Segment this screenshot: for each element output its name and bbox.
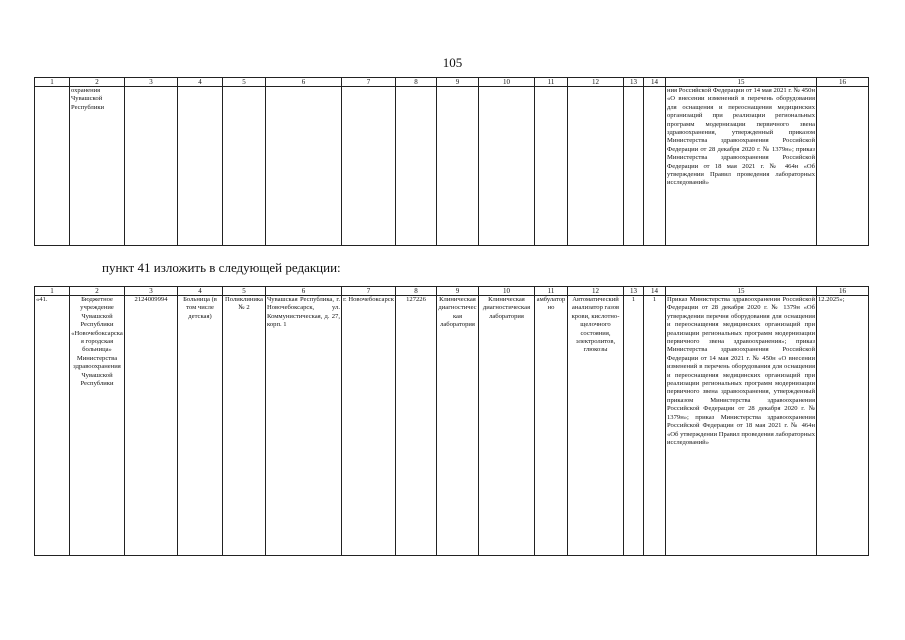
cell-care-conditions: амбулаторно [535, 296, 568, 556]
col-num-8: 8 [396, 287, 437, 296]
col-num-12: 12 [568, 78, 624, 87]
col-num-1: 1 [35, 78, 70, 87]
col-num-10: 10 [479, 78, 535, 87]
cell-col12 [568, 87, 624, 246]
col-num-7: 7 [342, 287, 396, 296]
cell-col4 [178, 87, 223, 246]
cell-locality: г. Новочебоксарск [342, 296, 396, 556]
cell-col7 [342, 87, 396, 246]
col-num-12: 12 [568, 287, 624, 296]
col-num-5: 5 [223, 287, 266, 296]
col-num-14: 14 [644, 78, 666, 87]
cell-col3 [125, 87, 178, 246]
column-number-row [35, 287, 869, 296]
section-heading: пункт 41 изложить в следующей редакции: [102, 260, 341, 275]
cell-equipment: Автоматический анализатор газов крови, кислотно-щелочного состояния, электролитов, глюкозы [568, 296, 624, 556]
cell-legal-basis: Приказ Министерства здравоохранения Российской Федерации от 28 декабря 2020 г. № 1379н «Об утверждении перечня оборудования для оснащения и переоснащения медицинских организаций при реализации региональных программ модернизации первичного звена здравоохранения»; приказ Министерства здравоохранения Российской Федерации от 14 мая 2021 г. № 450н «О внесении изменений в перечень оборудования для оснащения и переоснащения медицинских организаций при реализации региональных программ модернизации первичного звена здравоохранения, утвержденный приказом Министерства здравоохранения Российской Федерации от 28 декабря 2020 г. № 1379н»; приказ Министерства здравоохранения Российской Федерации от 18 мая 2021 г. № 464н «Об утверждении Правил проведения лабораторных исследований» [666, 296, 817, 556]
cell-code: 127226 [396, 296, 437, 556]
cell-col8 [396, 87, 437, 246]
cell-col16 [817, 87, 869, 246]
cell-col6 [266, 87, 342, 246]
col-num-14: 14 [644, 287, 666, 296]
page-number: 105 [442, 55, 463, 70]
col-num-6: 6 [266, 287, 342, 296]
table-row [35, 87, 869, 246]
col-num-4: 4 [178, 287, 223, 296]
col-num-15: 15 [666, 78, 817, 87]
cell-subdivision: Поликлиника № 2 [223, 296, 266, 556]
col-num-11: 11 [535, 287, 568, 296]
cell-col14 [644, 87, 666, 246]
cell-organization: Бюджетное учреждение Чувашской Республики «Новочебоксарская городская больница» Министерства здравоохранения Чувашской Республики [70, 296, 125, 556]
cell-number: «41. [35, 296, 70, 556]
cell-col5 [223, 87, 266, 246]
col-num-3: 3 [125, 78, 178, 87]
col-num-10: 10 [479, 287, 535, 296]
col-num-6: 6 [266, 78, 342, 87]
cell-date: 12.2025»; [817, 296, 869, 556]
cell-col10 [479, 87, 535, 246]
cell-inn: 2124009994 [125, 296, 178, 556]
col-num-16: 16 [817, 78, 869, 87]
column-number-row [35, 78, 869, 87]
cell-col13 [624, 87, 644, 246]
cell-quantity-a: 1 [624, 296, 644, 556]
col-num-2: 2 [70, 78, 125, 87]
cell-facility-type: Больница (в том числе детская) [178, 296, 223, 556]
continuation-table [34, 77, 869, 246]
col-num-7: 7 [342, 78, 396, 87]
cell-unit: Клиническая диагностическая лаборатория [437, 296, 479, 556]
item-41-table [34, 286, 869, 556]
col-num-8: 8 [396, 78, 437, 87]
cell-col9 [437, 87, 479, 246]
col-num-11: 11 [535, 78, 568, 87]
col-num-3: 3 [125, 287, 178, 296]
table-row [35, 296, 869, 556]
col-num-15: 15 [666, 287, 817, 296]
cell-col11 [535, 87, 568, 246]
col-num-13: 13 [624, 287, 644, 296]
cell-col2: охранения Чувашской Республики [70, 87, 125, 246]
col-num-9: 9 [437, 287, 479, 296]
col-num-9: 9 [437, 78, 479, 87]
col-num-5: 5 [223, 78, 266, 87]
cell-address: Чувашская Республика, г. Новочебоксарск, ул. Коммунистическая, д. 27, корп. 1 [266, 296, 342, 556]
cell-col15: ния Российской Федерации от 14 мая 2021 г. № 450н «О внесении изменений в перечень оборудования для оснащения и переоснащения медицинских организаций при реализации региональных программ модернизации первичного звена здравоохранения, утвержденный приказом Министерства здравоохранения Российской Федерации от 28 декабря 2020 г. № 1379н»; приказ Министерства здравоохранения Российской Федерации от 18 мая 2021 г. № 464н «Об утверждении Правил проведения лабораторных исследований» [666, 87, 817, 246]
col-num-2: 2 [70, 287, 125, 296]
cell-unit-profile: Клиническая диагностическая лаборатория [479, 296, 535, 556]
col-num-1: 1 [35, 287, 70, 296]
col-num-16: 16 [817, 287, 869, 296]
cell-col1 [35, 87, 70, 246]
col-num-4: 4 [178, 78, 223, 87]
cell-quantity-b: 1 [644, 296, 666, 556]
col-num-13: 13 [624, 78, 644, 87]
